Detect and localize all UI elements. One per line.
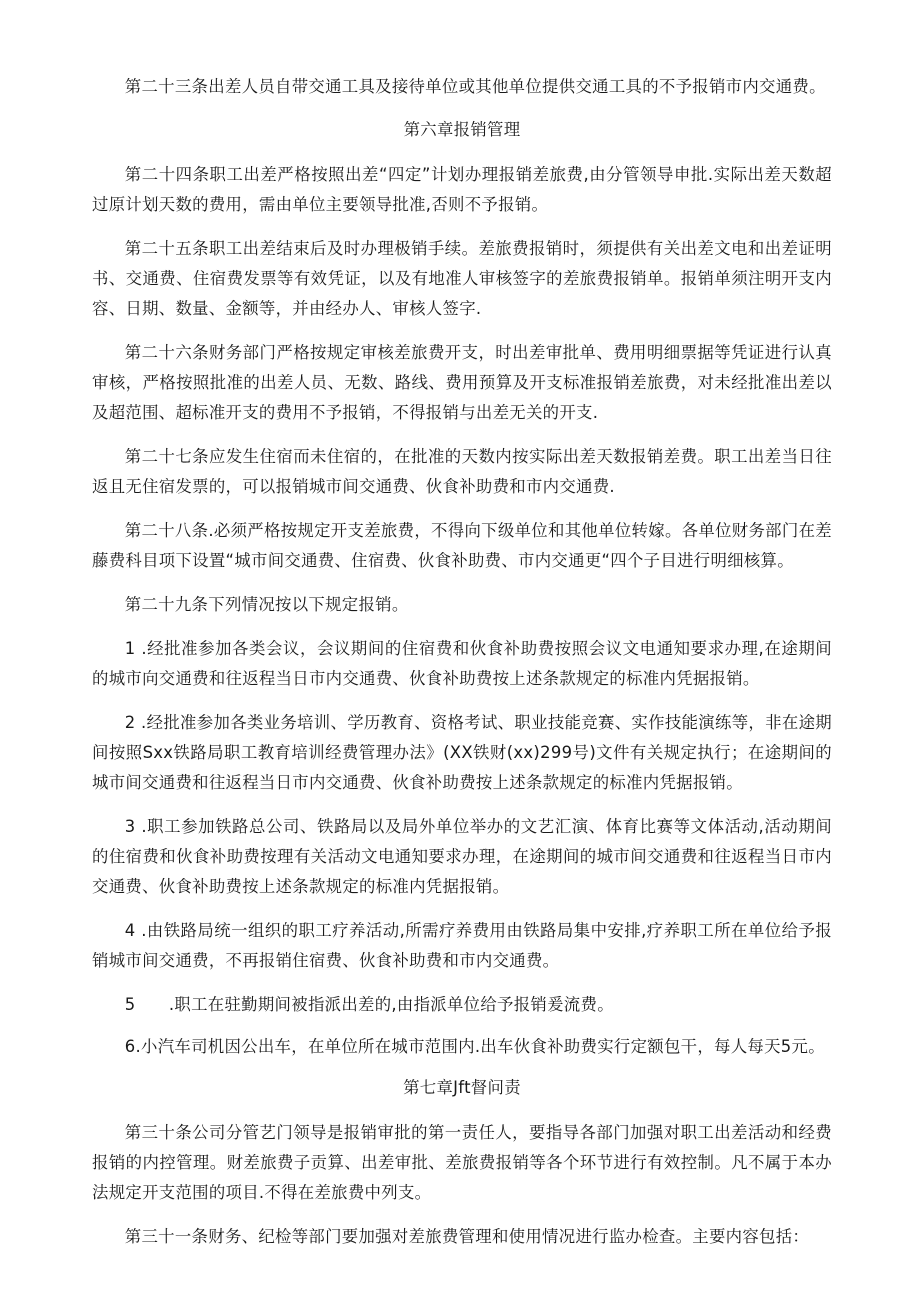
article-27: 第二十七条应发生住宿而未住宿的，在批准的天数内按实际出差天数报销差费。职工出差当日往返且无住宿发票的，可以报销城市间交通费、伙食补助费和市内交通费. xyxy=(92,447,832,496)
article-26: 第二十六条财务部门严格按规定审核差旅费开支，时出差审批单、费用明细票据等凭证进行认真审核，严格按照批准的出差人员、无数、路线、费用预算及开支标准报销差旅费，对未经批准出差以及超范围、超标准开支的费用不予报销，不得报销与出差无关的开支. xyxy=(92,343,832,422)
article-30: 第三十条公司分管艺门领导是报销审批的第一责任人，要指导各部门加强对职工出差活动和经费报销的内控管理。财差旅费子贡算、出差审批、差旅费报销等各个环节进行有效控制。凡不属于本办法规定开支范围的项目.不得在差旅费中列支。 xyxy=(92,1123,832,1202)
article-23: 第二十三条出差人员自带交通工具及接待单位或其他单位提供交通工具的不予报销市内交通费。 xyxy=(124,77,826,96)
list-item-5: 5 .职工在驻勤期间被指派出差的,由指派单位给予报销爰流费。 xyxy=(124,995,614,1014)
article-31: 第三十一条财务、纪检等部门要加强对差旅费管理和使用情况进行监办检查。主要内容包括： xyxy=(124,1227,810,1246)
list-item-1: 1 .经批准参加各类会议，会议期间的住宿费和伙食补助费按照会议文电通知要求办理,在途期间的城市向交通费和往返程当日市内交通费、伙食补助费按上述条款规定的标准内凭据报销。 xyxy=(92,639,832,688)
chapter-6-heading: 第六章报销管理 xyxy=(403,120,521,139)
list-item-2: 2 .经批准参加各类业务培训、学历教育、资格考试、职业技能竞赛、实作技能演练等，非在途期间按照Sxx铁路局职工教育培训经费管理办法》(XX铁财(xx)299号)文件有关规定执行；在途期间的城市间交通费和往返程当日市内交通费、伙食补助费按上述条款规定的标准内凭据报销。 xyxy=(92,713,832,792)
document-body xyxy=(92,72,832,1266)
list-item-3: 3 .职工参加铁路总公司、铁路局以及局外单位举办的文艺汇演、体育比赛等文体活动,活动期间的住宿费和伙食补助费按理有关活动文电通知要求办理，在途期间的城市间交通费和往返程当日市内交通费、伙食补助费按上述条款规定的标准内凭据报销。 xyxy=(92,817,832,896)
chapter-7-heading: 第七章Jft督问责 xyxy=(403,1078,521,1097)
article-29: 第二十九条下列情况按以下规定报销。 xyxy=(124,595,409,614)
article-28: 第二十八条.必须严格按规定开支差旅费，不得向下级单位和其他单位转嫁。各单位财务部门在差藤费科目项下设置“城市间交通费、住宿费、伙食补助费、市内交通更“四个子目进行明细核算。 xyxy=(92,521,832,570)
list-item-4: 4 .由铁路局统一组织的职工疗养活动,所需疗养费用由铁路局集中安排,疗养职工所在单位给予报销城市间交通费，不再报销住宿费、伙食补助费和市内交通费。 xyxy=(92,921,832,970)
article-25: 第二十五条职工出差结束后及时办理极销手续。差旅费报销时，须提供有关出差文电和出差证明书、交通费、住宿费发票等有效凭证，以及有地准人审核签字的差旅费报销单。报销单须注明开支内容、日期、数量、金额等，并由经办人、审核人签字. xyxy=(92,239,832,318)
list-item-6: 6.小汽车司机因公出车，在单位所在城市范围内.出车伙食补助费实行定额包干，每人每天5元。 xyxy=(124,1037,825,1056)
article-24: 第二十四条职工出差严格按照出差“四定”计划办理报销差旅费,由分管领导申批.实际出差天数超过原计划天数的费用，需由单位主要领导批准,否则不予报销。 xyxy=(92,165,832,214)
